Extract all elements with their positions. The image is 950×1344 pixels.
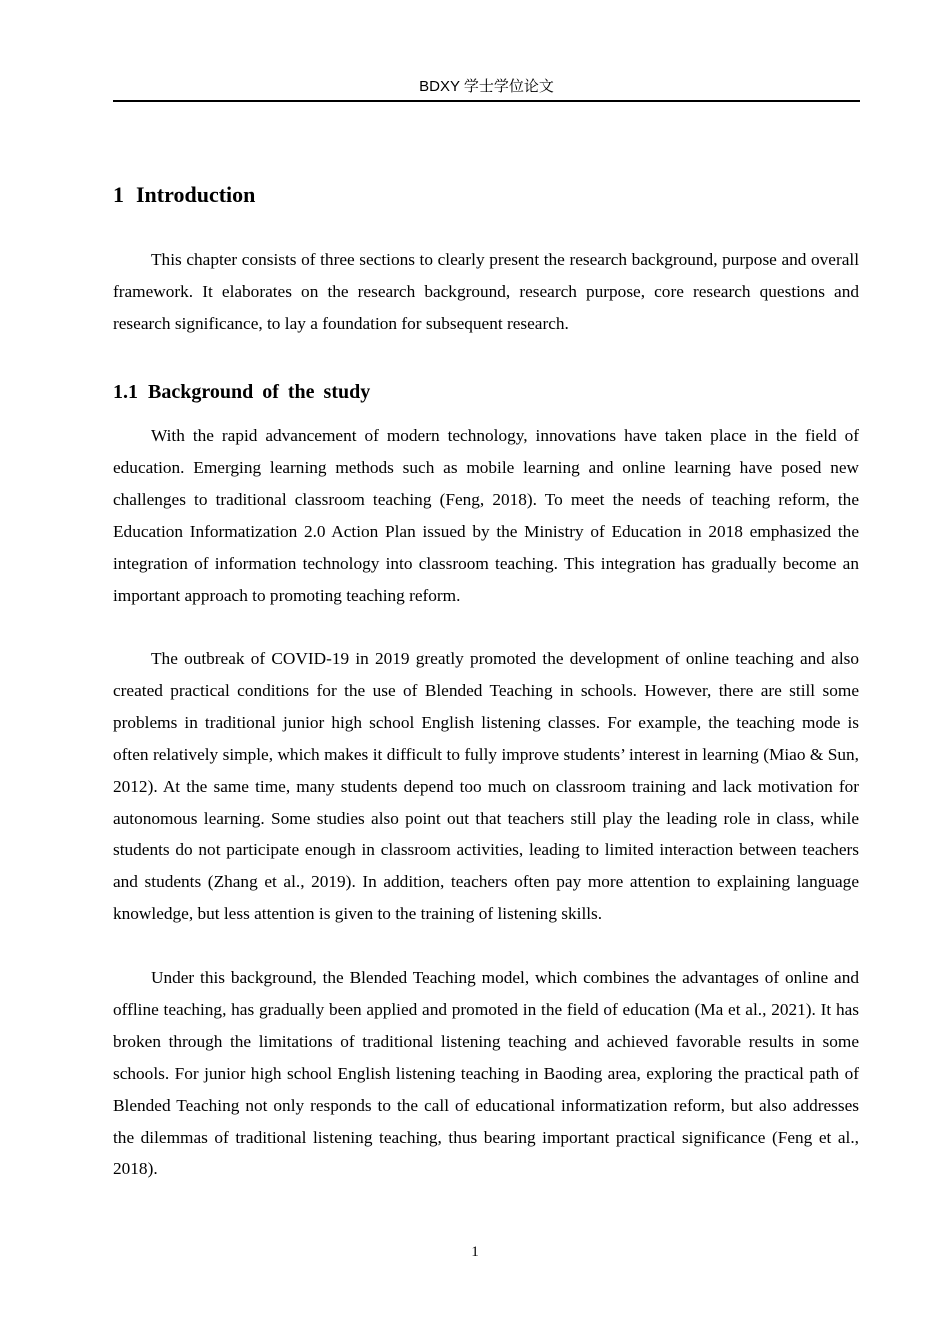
chapter-title: Introduction <box>136 182 256 207</box>
chapter-heading <box>113 181 255 209</box>
header-rule <box>113 100 860 102</box>
body-paragraph: With the rapid advancement of modern technology, innovations have taken place in the field of education. Emerging learning methods such as mobile learning and online learning have posed new challenges to traditional classroom teaching (Feng, 2018). To meet the needs of teaching reform, the Education Informatization 2.0 Action Plan issued by the Ministry of Education in 2018 emphasized the integration of information technology into classroom teaching. This integration has gradually become an important approach to promoting teaching reform. <box>113 426 859 605</box>
running-header: BDXY 学士学位论文 <box>419 78 554 95</box>
section-heading <box>113 379 370 405</box>
section-title: Background of the study <box>148 381 371 403</box>
chapter-intro-paragraph: This chapter consists of three sections to clearly present the research background, purpose and overall framework. It elaborates on the research background, research purpose, core research questions and research significance, to lay a foundation for subsequent research. <box>113 250 859 333</box>
page-number: 1 <box>471 1244 479 1260</box>
section-number: 1.1 <box>113 381 138 403</box>
chapter-number: 1 <box>113 182 124 207</box>
body-paragraph: The outbreak of COVID-19 in 2019 greatly promoted the development of online teaching and also created practical conditions for the use of Blended Teaching in schools. However, there are still some problems in traditional junior high school English listening classes. For example, the teaching mode is often relatively simple, which makes it difficult to fully improve students’ interest in learning (Miao & Sun, 2012). At the same time, many students depend too much on classroom training and lack motivation for autonomous learning. Some studies also point out that teachers still play the leading role in class, while students do not participate enough in classroom activities, leading to limited interaction between teachers and students (Zhang et al., 2019). In addition, teachers often pay more attention to explaining language knowledge, but less attention is given to the training of listening skills. <box>113 649 859 924</box>
body-paragraph: Under this background, the Blended Teaching model, which combines the advantages of online and offline teaching, has gradually been applied and promoted in the field of education (Ma et al., 2021). It has broken through the limitations of traditional listening teaching and achieved favorable results in some schools. For junior high school English listening teaching in Baoding area, exploring the practical path of Blended Teaching not only responds to the call of educational informatization reform, but also addresses the dilemmas of traditional listening teaching, thus bearing important practical significance (Feng et al., 2018). <box>113 968 859 1179</box>
